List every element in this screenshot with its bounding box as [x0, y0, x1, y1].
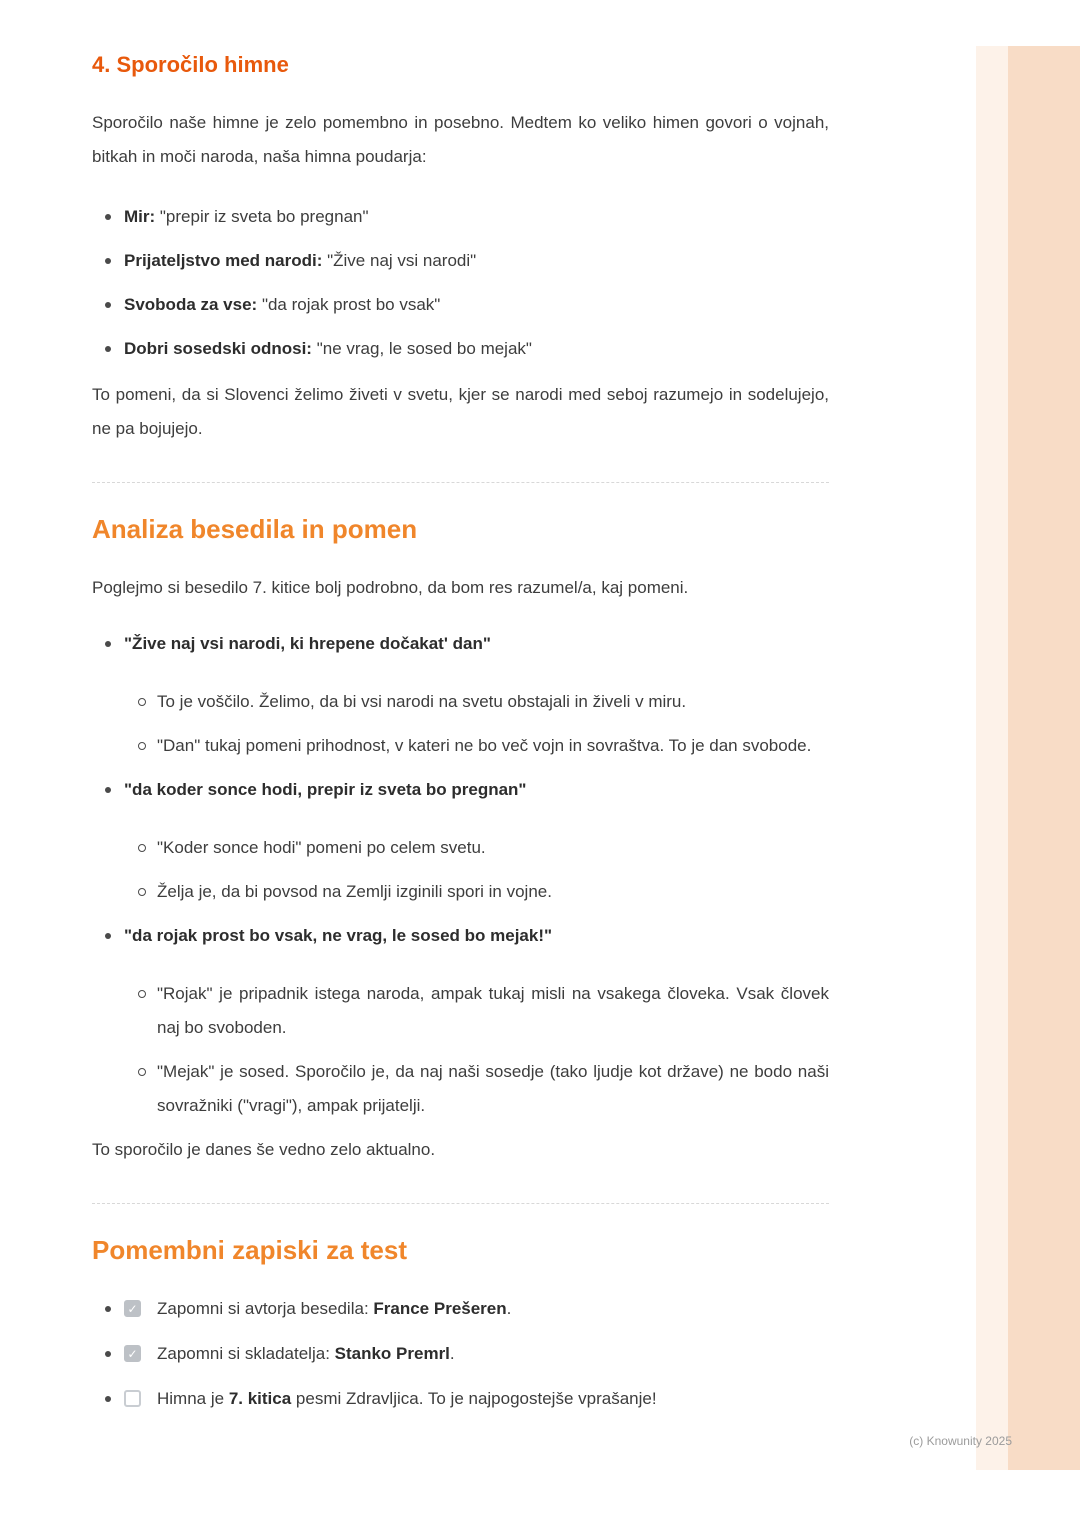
document-content — [92, 0, 829, 1427]
bullet-ring-icon — [138, 1068, 146, 1076]
bullet-ring-icon — [138, 698, 146, 706]
bullet-label: Dobri sosedski odnosi: — [124, 339, 312, 358]
sub-bullet-text: "Mejak" je sosed. Sporočilo je, da naj naši sosedje (tako ljudje kot države) ne bodo naši sovražniki ("vragi"), ampak prijatelji. — [157, 1062, 829, 1115]
copyright-notice: (c) Knowunity 2025 — [909, 1434, 1012, 1448]
sub-bullet-text: "Rojak" je pripadnik istega naroda, ampak tukaj misli na vsakega človeka. Vsak človek naj bo svoboden. — [157, 984, 829, 1037]
bullet-dot-icon — [105, 302, 111, 308]
list-item-quote — [92, 627, 829, 673]
section1-intro-paragraph: Sporočilo naše himne je zelo pomembno in posebno. Medtem ko veliko himen govori o vojnah, bitkah in moči naroda, naša himna poudarja: — [92, 113, 829, 166]
bullet-ring-icon — [138, 742, 146, 750]
bullet-dot-icon — [105, 1396, 111, 1402]
checkbox-icon — [124, 1300, 141, 1317]
sub-list-item — [125, 977, 829, 1045]
bullet-ring-icon — [138, 844, 146, 852]
checklist-item — [92, 1292, 829, 1326]
sub-list-item — [125, 875, 829, 909]
checklist-bold-text: 7. kitica — [228, 1389, 292, 1408]
section-divider — [92, 1203, 829, 1204]
list-item — [92, 288, 829, 322]
list-item — [92, 200, 829, 234]
analysis-item — [92, 773, 829, 909]
list-item-quote — [92, 919, 829, 965]
checklist-bold-text: Stanko Premrl — [334, 1344, 450, 1363]
checkbox-icon — [124, 1345, 141, 1362]
bullet-label: Svoboda za vse: — [124, 295, 258, 314]
bullet-ring-icon — [138, 888, 146, 896]
section-divider — [92, 482, 829, 483]
quote-text: "Žive naj vsi narodi, ki hrepene dočakat' dan" — [124, 634, 491, 653]
bullet-text: "da rojak prost bo vsak" — [257, 295, 441, 314]
bullet-text: "ne vrag, le sosed bo mejak" — [311, 339, 532, 358]
sub-bullet-list — [125, 977, 829, 1123]
section1-outro-paragraph: To pomeni, da si Slovenci želimo živeti v svetu, kjer se narodi med seboj razumejo in sodelujejo, ne pa bojujejo. — [92, 385, 829, 438]
bullet-dot-icon — [105, 214, 111, 220]
section1-bullet-list — [92, 200, 829, 366]
bullet-dot-icon — [105, 346, 111, 352]
checklist-suffix: pesmi Zdravljica. To je najpogostejše vprašanje! — [291, 1389, 657, 1408]
sub-bullet-list — [125, 831, 829, 909]
checklist-suffix: . — [449, 1344, 455, 1363]
section-title-sporocilo-himne: 4. Sporočilo himne — [92, 52, 289, 77]
bullet-dot-icon — [105, 258, 111, 264]
checkbox-icon — [124, 1390, 141, 1407]
bullet-dot-icon — [105, 933, 111, 939]
checklist-item — [92, 1337, 829, 1371]
analysis-item — [92, 919, 829, 1123]
sub-bullet-text: "Dan" tukaj pomeni prihodnost, v kateri ne bo več vojn in sovraštva. To je dan svobode. — [157, 736, 812, 755]
checklist-text: Zapomni si avtorja besedila: — [157, 1299, 374, 1318]
list-item — [92, 244, 829, 278]
page-edge-stripe-main — [1008, 46, 1080, 1470]
sub-bullet-text: "Koder sonce hodi" pomeni po celem svetu. — [157, 838, 486, 857]
quote-text: "da rojak prost bo vsak, ne vrag, le sosed bo mejak!" — [124, 926, 553, 945]
checklist-text: Zapomni si skladatelja: — [157, 1344, 335, 1363]
checklist-item — [92, 1382, 829, 1416]
bullet-label: Mir: — [124, 207, 156, 226]
checklist-bold-text: France Prešeren — [373, 1299, 507, 1318]
sub-bullet-text: To je voščilo. Želimo, da bi vsi narodi na svetu obstajali in živeli v miru. — [157, 692, 687, 711]
section-title-analiza-besedila: Analiza besedila in pomen — [92, 514, 418, 544]
bullet-dot-icon — [105, 1351, 111, 1357]
check-mark-icon: ✓ — [127, 1301, 138, 1316]
bullet-text: "prepir iz sveta bo pregnan" — [155, 207, 369, 226]
bullet-ring-icon — [138, 990, 146, 998]
sub-bullet-list — [125, 685, 829, 763]
sub-list-item — [125, 685, 829, 719]
list-item-quote — [92, 773, 829, 819]
section2-intro-paragraph: Poglejmo si besedilo 7. kitice bolj podrobno, da bom res razumel/a, kaj pomeni. — [92, 578, 689, 597]
sub-list-item — [125, 729, 829, 763]
bullet-label: Prijateljstvo med narodi: — [124, 251, 323, 270]
page-edge-stripe — [976, 46, 1080, 1470]
page-edge-stripe-light — [976, 46, 1008, 1470]
bullet-dot-icon — [105, 787, 111, 793]
bullet-text: "Žive naj vsi narodi" — [322, 251, 477, 270]
sub-list-item — [125, 1055, 829, 1123]
sub-bullet-text: Želja je, da bi povsod na Zemlji izginili spori in vojne. — [157, 882, 552, 901]
checklist — [92, 1292, 829, 1416]
sub-list-item — [125, 831, 829, 865]
bullet-dot-icon — [105, 1306, 111, 1312]
quote-text: "da koder sonce hodi, prepir iz sveta bo pregnan" — [124, 780, 527, 799]
checklist-text: Himna je — [157, 1389, 229, 1408]
list-item — [92, 332, 829, 366]
analysis-item — [92, 627, 829, 763]
checklist-suffix: . — [506, 1299, 512, 1318]
check-mark-icon: ✓ — [127, 1346, 138, 1361]
section-title-pomembni-zapiski: Pomembni zapiski za test — [92, 1235, 407, 1265]
section2-outro-paragraph: To sporočilo je danes še vedno zelo aktualno. — [92, 1140, 436, 1159]
bullet-dot-icon — [105, 641, 111, 647]
